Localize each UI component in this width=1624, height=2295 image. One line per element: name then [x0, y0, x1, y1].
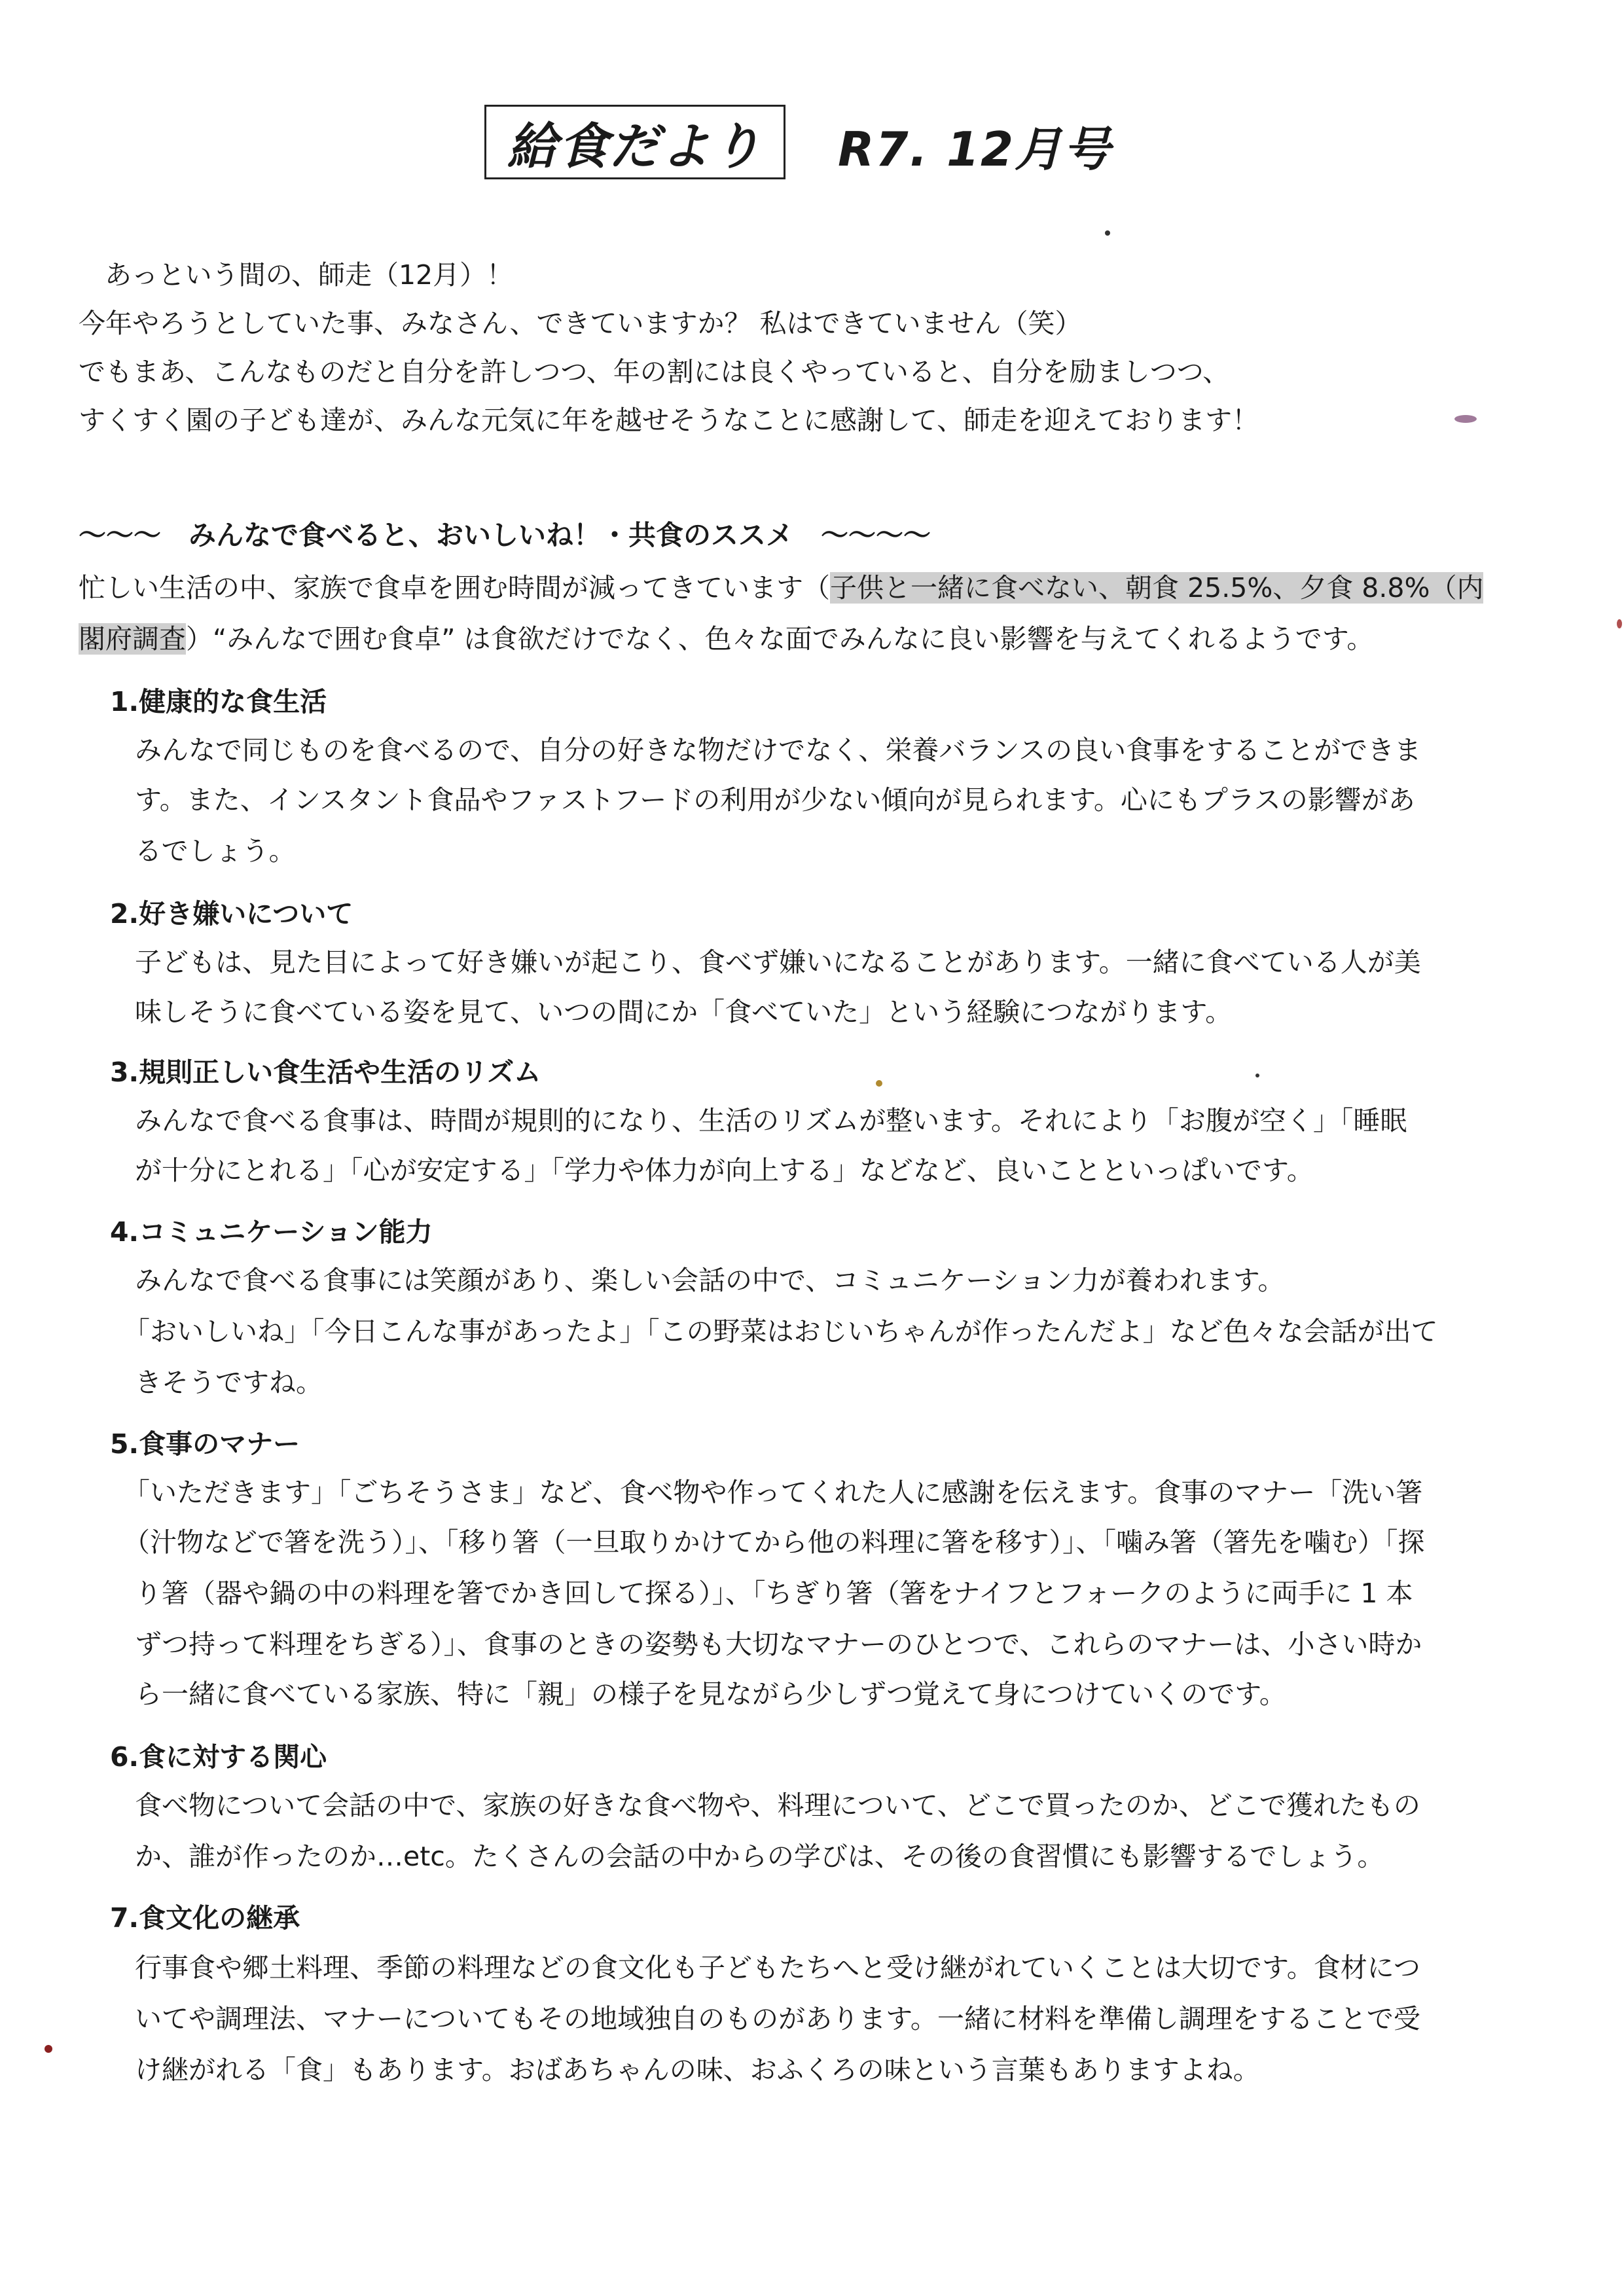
- lead-highlight-1: 子供と一緒に食べない、朝食 25.5%、夕食 8.8%（内: [830, 572, 1484, 604]
- section-7-line-2: いてや調理法、マナーについてもその地域独自のものがあります。一緒に材料を準備し調理をすることで受: [135, 2003, 1420, 2034]
- lead-text-2: ）“みんなで囲む食卓” は食欲だけでなく、色々な面でみんなに良い影響を与えてくれるようです。: [186, 623, 1374, 655]
- main-heading: ～～～ みんなで食べると、おいしいね！・共食のススメ ～～～～: [79, 519, 931, 551]
- scan-speck: [1454, 415, 1477, 423]
- section-1-line-2: す。また、インスタント食品やファストフードの利用が少ない傾向が見られます。心にもプラスの影響があ: [135, 784, 1415, 816]
- lead-line-2: [79, 621, 1373, 657]
- section-5-line-3: り箸（器や鍋の中の料理を箸でかき回して探る）」、「ちぎり箸（箸をナイフとフォークのように両手に 1 本: [135, 1578, 1413, 1609]
- section-6-heading: 6.食に対する関心: [110, 1741, 327, 1773]
- section-1-heading: 1.健康的な食生活: [110, 686, 327, 717]
- section-6-line-1: 食べ物について会話の中で、家族の好きな食べ物や、料理について、どこで買ったのか、どこで獲れたもの: [135, 1790, 1420, 1821]
- section-2-line-2: 味しそうに食べている姿を見て、いつの間にか「食べていた」という経験につながります。: [135, 996, 1233, 1028]
- scan-speck: [1105, 230, 1110, 236]
- intro-line-3: でもまあ、こんなものだと自分を許しつつ、年の割には良くやっていると、自分を励ましつつ、: [79, 356, 1230, 388]
- section-3-line-2: が十分にとれる」「心が安定する」「学力や体力が向上する」などなど、良いことといっぱいです。: [135, 1155, 1314, 1186]
- section-4-line-1: みんなで食べる食事には笑顔があり、楽しい会話の中で、コミュニケーション力が養われます。: [135, 1265, 1285, 1296]
- section-7-line-3: け継がれる「食」もあります。おばあちゃんの味、おふくろの味という言葉もありますよね。: [135, 2054, 1260, 2086]
- section-5-line-4: ずつ持って料理をちぎる）」、食事のときの姿勢も大切なマナーのひとつで、これらのマナーは、小さい時か: [135, 1629, 1422, 1660]
- scan-speck: [45, 2045, 52, 2053]
- section-1-line-1: みんなで同じものを食べるので、自分の好きな物だけでなく、栄養バランスの良い食事をすることができま: [135, 734, 1422, 766]
- section-5-line-1: 「いただきます」「ごちそうさま」など、食べ物や作ってくれた人に感謝を伝えます。食事のマナー「洗い箸: [123, 1477, 1423, 1508]
- section-3-heading: 3.規則正しい食生活や生活のリズム: [110, 1057, 541, 1088]
- section-7-heading: 7.食文化の継承: [110, 1902, 300, 1934]
- section-6-line-2: か、誰が作ったのか…etc。たくさんの会話の中からの学びは、その後の食習慣にも影響するでしょう。: [135, 1841, 1384, 1872]
- section-5-line-2: （汁物などで箸を洗う）」、「移り箸（一旦取りかけてから他の料理に箸を移す）」、「噛み箸（箸先を噛む）「探: [123, 1527, 1425, 1558]
- section-5-line-5: ら一緒に食べている家族、特に「親」の様子を見ながら少しずつ覚えて身につけていくのです。: [135, 1678, 1286, 1710]
- intro-line-4: すくすく園の子ども達が、みんな元気に年を越せそうなことに感謝して、師走を迎えております！: [79, 405, 1259, 436]
- section-5-heading: 5.食事のマナー: [110, 1428, 300, 1460]
- section-2-line-1: 子どもは、見た目によって好き嫌いが起こり、食べず嫌いになることがあります。一緒に食べている人が美: [135, 947, 1421, 978]
- scan-speck: [1255, 1074, 1259, 1077]
- section-3-line-1: みんなで食べる食事は、時間が規則的になり、生活のリズムが整います。それにより「お腹が空く」「睡眠: [135, 1105, 1407, 1136]
- intro-line-2: 今年やろうとしていた事、みなさん、できていますか？ 私はできていません（笑）: [79, 308, 1082, 339]
- intro-line-1: あっという間の、師走（12月）！: [105, 259, 514, 291]
- issue-label: R7. 12月号: [838, 122, 1112, 177]
- lead-line-1: [79, 569, 1483, 606]
- scan-speck: [876, 1080, 882, 1087]
- scan-speck: [1617, 619, 1622, 628]
- lead-text-1: 忙しい生活の中、家族で食卓を囲む時間が減ってきています（: [79, 572, 830, 604]
- section-1-line-3: るでしょう。: [135, 835, 296, 867]
- section-2-heading: 2.好き嫌いについて: [110, 898, 353, 930]
- section-7-line-1: 行事食や郷土料理、季節の料理などの食文化も子どもたちへと受け継がれていくことは大切です。食材につ: [135, 1952, 1420, 1983]
- section-4-line-3: きそうですね。: [135, 1367, 323, 1398]
- section-4-line-2: 「おいしいね」「今日こんな事があったよ」「この野菜はおじいちゃんが作ったんだよ」など色々な会話が出て: [123, 1316, 1438, 1347]
- newsletter-title: 給食だより: [484, 105, 785, 179]
- lead-highlight-2: 閣府調査: [79, 623, 186, 655]
- section-4-heading: 4.コミュニケーション能力: [110, 1216, 433, 1248]
